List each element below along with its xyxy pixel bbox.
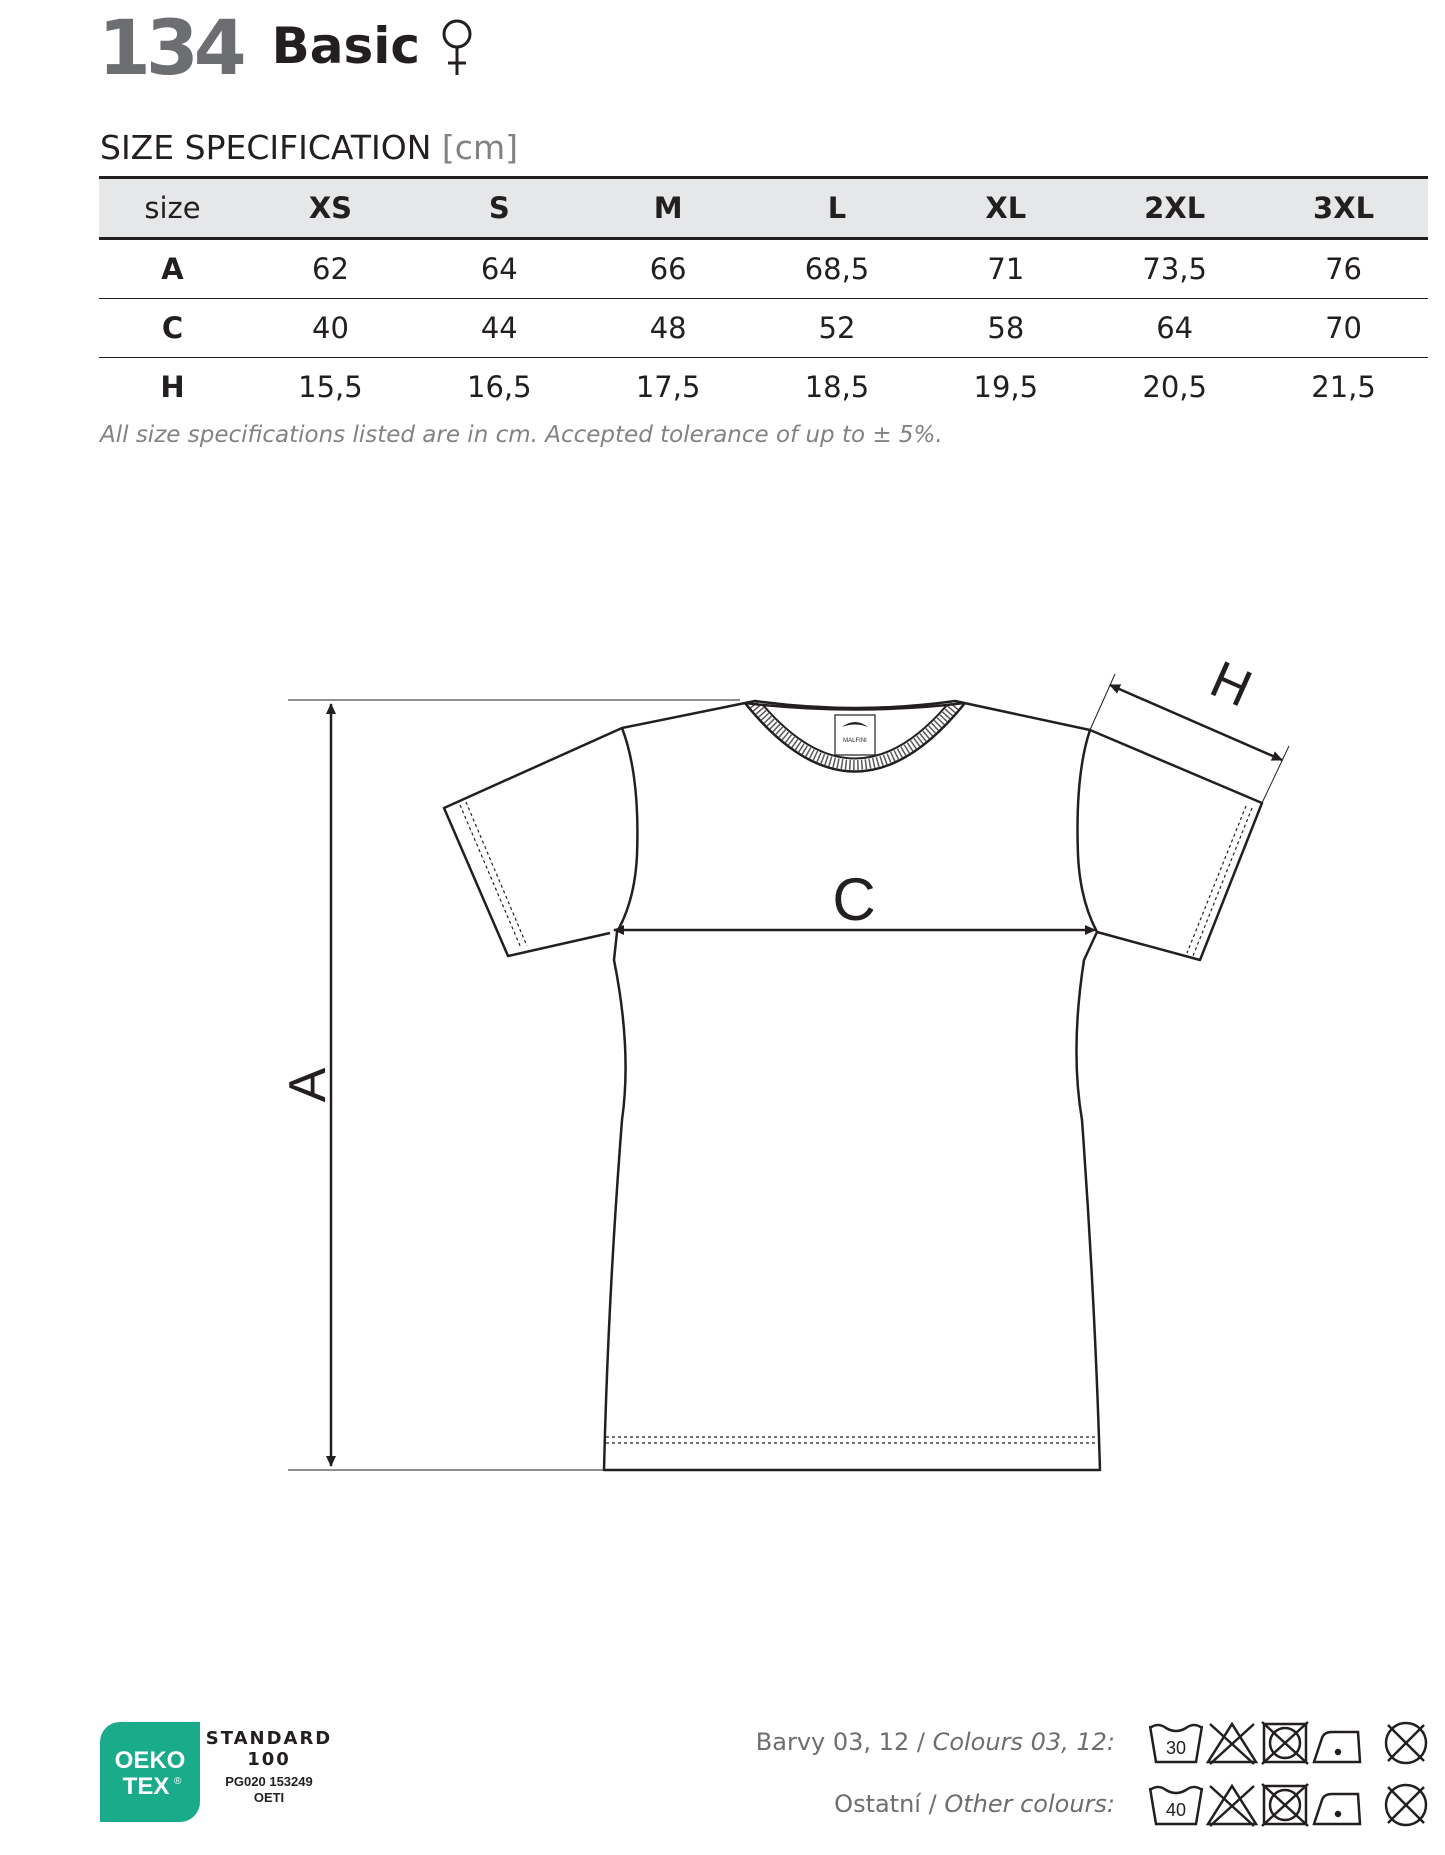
label-a: A — [279, 1067, 337, 1103]
table-cell: 66 — [584, 239, 753, 299]
oeko-tex-logo — [100, 1722, 200, 1822]
table-cell: 21,5 — [1311, 370, 1376, 404]
column-header: M — [584, 178, 753, 239]
care-icons-row-1 — [1148, 1720, 1433, 1766]
row-label: A — [99, 239, 246, 299]
table-cell: 17,5 — [635, 370, 701, 404]
other-colours-cz-label: Ostatní / — [834, 1790, 945, 1818]
iron-low-icon — [1314, 1732, 1360, 1762]
female-symbol-icon — [440, 8, 480, 88]
no-dry-clean-icon — [1386, 1723, 1426, 1763]
no-tumble-dry-icon — [1262, 1784, 1308, 1826]
size-spec-unit: [cm] — [441, 128, 518, 167]
table-cell: 64 — [415, 239, 584, 299]
table-cell: 64 — [1090, 299, 1259, 358]
table-row — [99, 299, 1428, 358]
row-label: C — [99, 299, 246, 358]
other-colours-en-label: Other colours: — [944, 1790, 1115, 1818]
column-header: size — [99, 178, 246, 239]
column-header: XL — [921, 178, 1090, 239]
product-name: Basic — [271, 17, 421, 75]
table-cell: 70 — [1259, 299, 1428, 358]
model-number: 134 — [98, 3, 242, 92]
no-bleach-icon — [1208, 1724, 1256, 1764]
table-cell: 18,5 — [804, 370, 870, 404]
column-header: 3XL — [1259, 178, 1428, 239]
table-cell: 58 — [921, 299, 1090, 358]
wash-temp-label: 30 — [1165, 1738, 1187, 1758]
registered-mark: ® — [174, 1776, 182, 1787]
table-cell: 62 — [246, 239, 415, 299]
standard-number: 100 — [247, 1749, 291, 1770]
colours-en-label: Colours 03, 12: — [932, 1728, 1115, 1756]
row-label: H — [160, 370, 185, 404]
certificate-number: PG020 153249 — [225, 1774, 313, 1789]
oeko-standard-block — [194, 1728, 344, 1806]
table-cell: 19,5 — [973, 370, 1039, 404]
neck-tag-label: MALFINI — [843, 738, 867, 744]
tshirt-outline — [604, 701, 1100, 1470]
oeko-logo-line1: OEKO — [114, 1747, 186, 1774]
table-cell: 15,5 — [298, 370, 363, 404]
colours-row-2 — [834, 1790, 1115, 1818]
measure-h — [1090, 674, 1289, 803]
table-row — [99, 358, 1428, 417]
right-sleeve — [1090, 730, 1262, 960]
tolerance-note: All size specifications listed are in cm. Accepted tolerance of up to ± 5%. — [100, 422, 943, 448]
table-header-row — [99, 178, 1428, 239]
label-h: H — [1201, 650, 1260, 719]
left-sleeve — [444, 728, 622, 956]
colours-row-1 — [756, 1728, 1115, 1756]
no-bleach-icon — [1208, 1786, 1256, 1826]
column-header: XS — [246, 178, 415, 239]
table-cell: 44 — [415, 299, 584, 358]
table-cell: 71 — [921, 239, 1090, 299]
column-header: 2XL — [1090, 178, 1259, 239]
table-cell: 52 — [753, 299, 922, 358]
colours-cz-label: Barvy 03, 12 / — [755, 1728, 933, 1756]
size-spec-heading: SIZE SPECIFICATION — [100, 128, 432, 167]
neck-tag — [835, 715, 875, 755]
measure-a — [288, 700, 740, 1470]
table-cell: 40 — [246, 299, 415, 358]
iron-low-icon — [1314, 1794, 1360, 1824]
table-cell: 68,5 — [753, 239, 922, 299]
table-cell: 76 — [1259, 239, 1428, 299]
no-dry-clean-icon — [1386, 1785, 1426, 1825]
size-spec-title — [100, 128, 518, 167]
table-cell: 48 — [584, 299, 753, 358]
tshirt-diagram — [0, 640, 1445, 1520]
table-row — [99, 239, 1428, 299]
care-icons-row-2 — [1148, 1782, 1433, 1828]
product-header — [98, 3, 480, 92]
standard-label: STANDARD — [205, 1728, 333, 1749]
column-header: S — [415, 178, 584, 239]
size-table — [99, 176, 1428, 416]
table-cell: 73,5 — [1090, 239, 1259, 299]
table-cell: 20,5 — [1142, 370, 1207, 404]
no-tumble-dry-icon — [1262, 1722, 1308, 1764]
column-header: L — [753, 178, 922, 239]
label-c: C — [832, 866, 876, 933]
certificate-institute: OETI — [253, 1790, 285, 1805]
wash-temp-label: 40 — [1165, 1800, 1187, 1820]
oeko-logo-line2: TEX — [122, 1773, 170, 1800]
table-cell: 16,5 — [467, 370, 532, 404]
